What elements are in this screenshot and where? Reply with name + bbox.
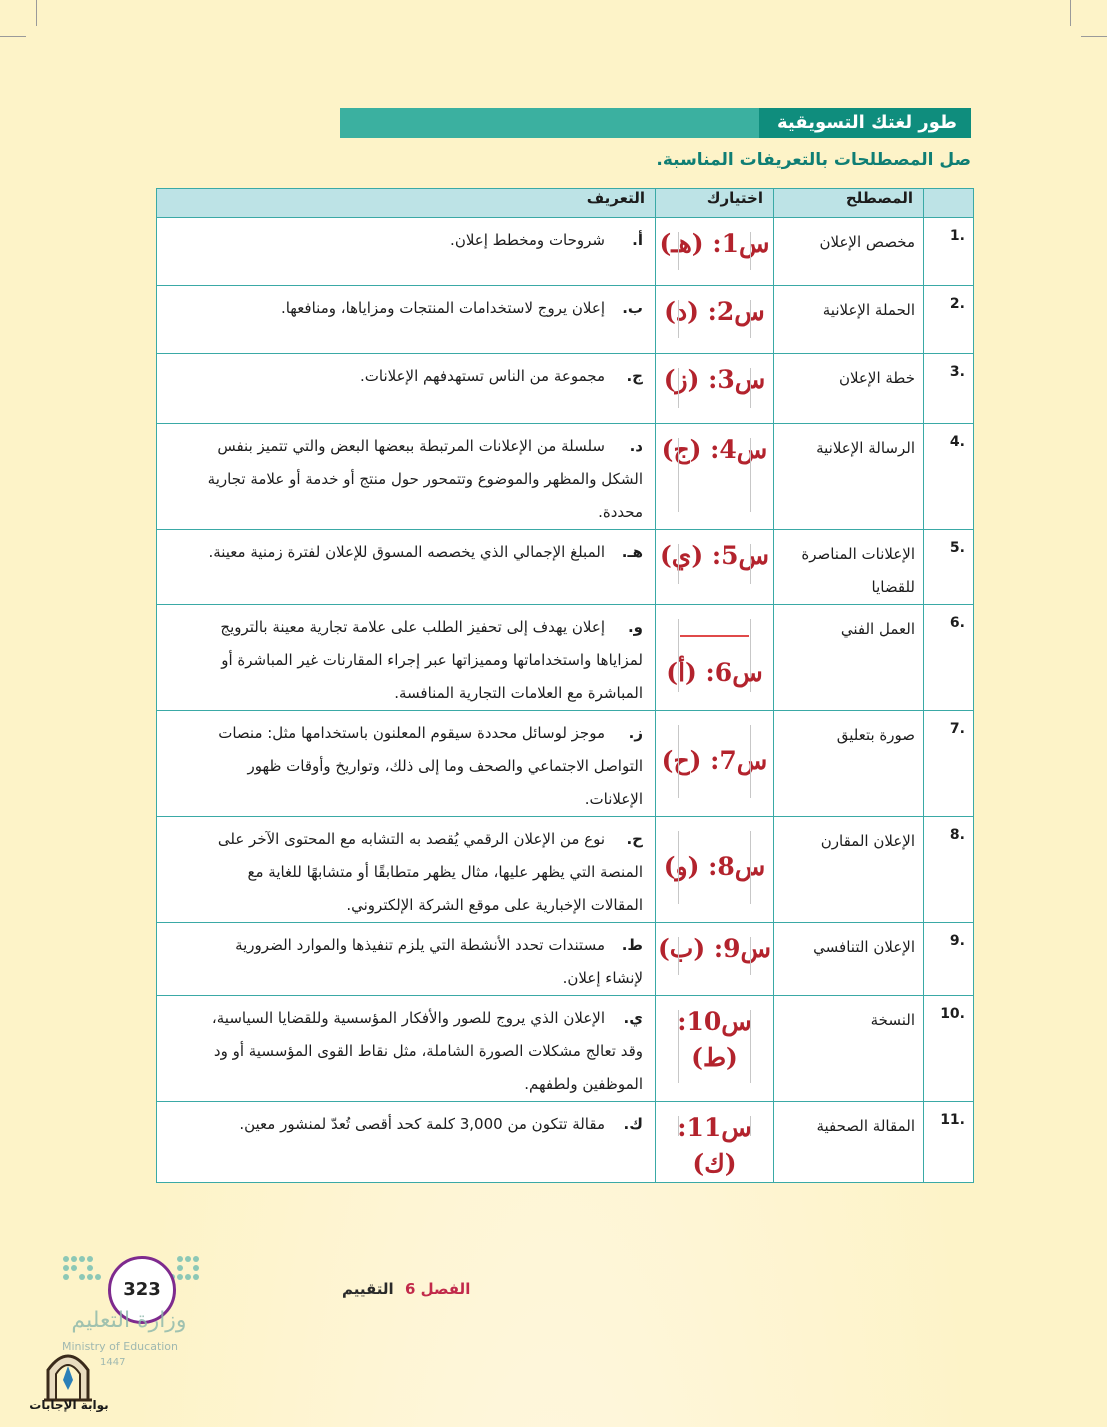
term-cell: النسخة bbox=[774, 996, 924, 1102]
definition-letter: ك. bbox=[623, 1115, 643, 1133]
portal-label: بوابة الإجابات bbox=[29, 1398, 109, 1412]
term-cell: المقالة الصحفية bbox=[774, 1102, 924, 1183]
definition-letter: ج. bbox=[626, 367, 643, 385]
handwritten-answer: س7: (ح) bbox=[661, 746, 768, 775]
answer-divider bbox=[750, 368, 751, 408]
answer-divider bbox=[750, 725, 751, 798]
definition-text: إعلان يروج لاستخدامات المنتجات ومزاياها، ومنافعها. bbox=[280, 299, 605, 317]
definition-letter: ح. bbox=[626, 830, 643, 848]
handwritten-answer: س5: (ي) bbox=[659, 541, 770, 570]
answer-divider bbox=[678, 438, 679, 512]
header-choice: اختيارك bbox=[656, 189, 774, 218]
row-number: .4 bbox=[924, 424, 974, 530]
choice-cell[interactable] bbox=[656, 817, 774, 923]
answer-divider bbox=[750, 438, 751, 512]
crop-mark bbox=[36, 0, 37, 26]
answer-divider bbox=[678, 725, 679, 798]
answer-divider bbox=[678, 544, 679, 584]
term-cell: العمل الفني bbox=[774, 605, 924, 711]
definition-letter: أ. bbox=[632, 231, 643, 249]
definition-text: نوع من الإعلان الرقمي يُقصد به التشابه مع المحتوى الآخر على المنصة التي يظهر عليها، مثال يظهر متطابقًا أو متشابهًا للغاية مع المقالات الإخبارية على موقع الشركة الإلكتروني. bbox=[217, 830, 643, 914]
row-number: .10 bbox=[924, 996, 974, 1102]
row-number: .6 bbox=[924, 605, 974, 711]
term-cell: خطة الإعلان bbox=[774, 354, 924, 424]
answer-divider bbox=[750, 1116, 751, 1136]
answer-divider bbox=[678, 831, 679, 904]
header-term: المصطلح bbox=[774, 189, 924, 218]
answer-divider bbox=[678, 937, 679, 975]
answer-divider bbox=[750, 300, 751, 338]
answer-divider bbox=[750, 232, 751, 270]
answer-divider bbox=[678, 1116, 679, 1136]
handwritten-answer: س1: (هـ) bbox=[659, 229, 770, 258]
definition-cell bbox=[157, 286, 656, 354]
row-number: .2 bbox=[924, 286, 974, 354]
answer-divider bbox=[678, 368, 679, 408]
table-row bbox=[157, 605, 974, 711]
definition-letter: و. bbox=[627, 618, 643, 636]
section-title: طور لغتك التسويقية bbox=[759, 108, 971, 138]
choice-cell[interactable] bbox=[656, 286, 774, 354]
definition-cell bbox=[157, 711, 656, 817]
answer-divider bbox=[750, 937, 751, 975]
crop-mark bbox=[1070, 0, 1071, 26]
answer-divider bbox=[678, 1010, 679, 1083]
answer-divider bbox=[678, 232, 679, 270]
table-row bbox=[157, 1102, 974, 1183]
chapter-title: التقييم bbox=[342, 1280, 394, 1298]
definition-text: إعلان يهدف إلى تحفيز الطلب على علامة تجارية معينة بالترويج لمزاياها واستخداماتها ومميزاتها عبر إجراء المقارنات غير المباشرة أو المباشرة مع العلامات التجارية المنافسة. bbox=[220, 618, 643, 702]
row-number: .11 bbox=[924, 1102, 974, 1183]
row-number: .5 bbox=[924, 530, 974, 605]
definition-text: مستندات تحدد الأنشطة التي يلزم تنفيذها والموارد الضرورية لإنشاء إعلان. bbox=[235, 936, 643, 987]
definition-cell bbox=[157, 530, 656, 605]
table-header-row bbox=[157, 189, 974, 218]
answer-divider bbox=[750, 544, 751, 584]
row-number: .9 bbox=[924, 923, 974, 996]
definition-text: مقالة تتكون من 3,000 كلمة كحد أقصى تُعدّ لمنشور معين. bbox=[239, 1115, 605, 1133]
term-cell: الحملة الإعلانية bbox=[774, 286, 924, 354]
term-cell: الرسالة الإعلانية bbox=[774, 424, 924, 530]
term-cell: الإعلان التنافسي bbox=[774, 923, 924, 996]
choice-cell[interactable] bbox=[656, 218, 774, 286]
definition-cell bbox=[157, 1102, 656, 1183]
term-cell: الإعلان المقارن bbox=[774, 817, 924, 923]
table-row bbox=[157, 923, 974, 996]
handwritten-answer: س2: (د) bbox=[664, 297, 765, 326]
crop-mark bbox=[0, 36, 26, 37]
choice-cell[interactable] bbox=[656, 923, 774, 996]
answer-dash-mark bbox=[680, 635, 749, 637]
definition-cell bbox=[157, 923, 656, 996]
chapter-label: الفصل 6 bbox=[404, 1280, 471, 1298]
definition-letter: ب. bbox=[622, 299, 643, 317]
handwritten-answer: س3: (ز) bbox=[663, 365, 766, 394]
handwritten-answer: س8: (و) bbox=[663, 852, 766, 881]
definition-text: موجز لوسائل محددة سيقوم المعلنون باستخدامها مثل: منصات التواصل الاجتماعي والصحف وما إلى ذلك، وتواريخ وأوقات ظهور الإعلانات. bbox=[218, 724, 643, 808]
table-row bbox=[157, 218, 974, 286]
choice-cell[interactable] bbox=[656, 424, 774, 530]
table-row bbox=[157, 354, 974, 424]
definition-letter: ي. bbox=[623, 1009, 643, 1027]
answer-divider bbox=[750, 831, 751, 904]
table-row bbox=[157, 817, 974, 923]
definition-cell bbox=[157, 996, 656, 1102]
handwritten-answer: س6: (أ) bbox=[666, 658, 763, 687]
table-row bbox=[157, 286, 974, 354]
page-number: 323 bbox=[108, 1256, 176, 1324]
definition-cell bbox=[157, 817, 656, 923]
table-row bbox=[157, 424, 974, 530]
choice-cell[interactable] bbox=[656, 711, 774, 817]
handwritten-answer: س9: (ب) bbox=[657, 934, 772, 963]
row-number: .8 bbox=[924, 817, 974, 923]
header-num bbox=[924, 189, 974, 218]
table-row bbox=[157, 711, 974, 817]
definition-cell bbox=[157, 424, 656, 530]
row-number: .1 bbox=[924, 218, 974, 286]
instruction-text: صل المصطلحات بالتعريفات المناسبة. bbox=[656, 150, 971, 170]
choice-cell[interactable] bbox=[656, 1102, 774, 1183]
term-cell: صورة بتعليق bbox=[774, 711, 924, 817]
definition-cell bbox=[157, 354, 656, 424]
term-cell: مخصص الإعلان bbox=[774, 218, 924, 286]
choice-cell[interactable] bbox=[656, 996, 774, 1102]
section-banner bbox=[340, 108, 971, 138]
definition-text: سلسلة من الإعلانات المرتبطة ببعضها البعض والتي تتميز بنفس الشكل والمظهر والموضوع وتتمحور حول منتج أو خدمة أو علامة تجارية محددة. bbox=[207, 437, 643, 521]
choice-cell[interactable] bbox=[656, 605, 774, 711]
definition-text: مجموعة من الناس تستهدفهم الإعلانات. bbox=[360, 367, 605, 385]
table-row bbox=[157, 996, 974, 1102]
handwritten-answer: س10: (ط) bbox=[677, 1007, 752, 1072]
handwritten-answer: س11: (ك) bbox=[677, 1113, 752, 1178]
portal-logo-icon bbox=[40, 1346, 96, 1402]
choice-cell[interactable] bbox=[656, 530, 774, 605]
ministry-name-en: Ministry of Education bbox=[62, 1340, 179, 1353]
definition-text: المبلغ الإجمالي الذي يخصصه المسوق للإعلان لفترة زمنية معينة. bbox=[208, 543, 605, 561]
definition-cell bbox=[157, 605, 656, 711]
answer-divider bbox=[750, 1010, 751, 1083]
definition-letter: ط. bbox=[621, 936, 643, 954]
matching-table bbox=[156, 188, 974, 1183]
ministry-year: 1447 bbox=[100, 1357, 126, 1368]
footer-chapter bbox=[342, 1280, 482, 1298]
definition-text: الإعلان الذي يروج للصور والأفكار المؤسسية وللقضايا السياسية، وقد تعالج مشكلات الصورة الشاملة، مثل نقاط القوى المؤسسية أو ود الموظفين ولطفهم. bbox=[211, 1009, 643, 1093]
handwritten-answer: س4: (ج) bbox=[661, 435, 768, 464]
definition-letter: د. bbox=[629, 437, 643, 455]
definition-text: شروحات ومخطط إعلان. bbox=[450, 231, 605, 249]
row-number: .7 bbox=[924, 711, 974, 817]
crop-mark bbox=[1081, 36, 1107, 37]
ministry-name-ar: وزارة التعليم bbox=[71, 1308, 187, 1333]
table-row bbox=[157, 530, 974, 605]
term-cell: الإعلانات المناصرة للقضايا bbox=[774, 530, 924, 605]
definition-letter: هـ. bbox=[621, 543, 643, 561]
answer-divider bbox=[678, 300, 679, 338]
choice-cell[interactable] bbox=[656, 354, 774, 424]
row-number: .3 bbox=[924, 354, 974, 424]
definition-letter: ز. bbox=[628, 724, 643, 742]
header-definition: التعريف bbox=[157, 189, 656, 218]
definition-cell bbox=[157, 218, 656, 286]
